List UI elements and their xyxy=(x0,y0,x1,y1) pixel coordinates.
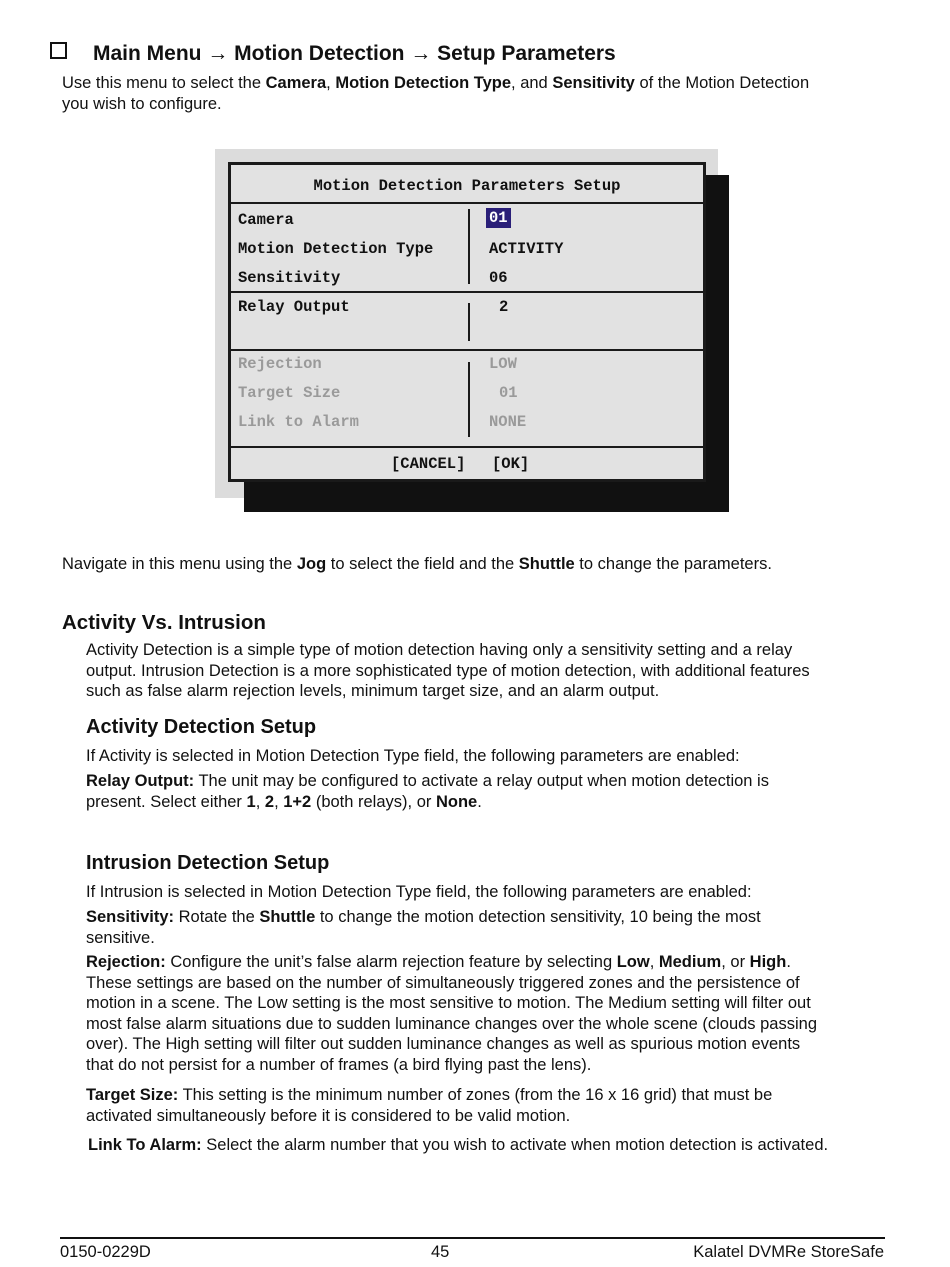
paragraph-text: , or xyxy=(721,953,750,971)
target-size-term: Target Size: xyxy=(86,1086,179,1104)
paragraph-line: activated simultaneously before it is considered to be valid motion. xyxy=(86,1106,571,1125)
motion-type-value[interactable]: ACTIVITY xyxy=(489,240,564,258)
dialog-title: Motion Detection Parameters Setup xyxy=(313,177,621,195)
paragraph-line: Activity Detection is a simple type of motion detection having only a sensitivity setting and a relay xyxy=(86,641,793,659)
navigate-bold-shuttle: Shuttle xyxy=(518,555,575,573)
target-size-label: Target Size xyxy=(238,384,341,402)
navigate-bold-jog: Jog xyxy=(296,555,327,573)
paragraph-text: Select the alarm number that you wish to activate when motion detection is activated. xyxy=(201,1136,829,1154)
camera-value[interactable]: 01 xyxy=(486,208,511,228)
activity-vs-intrusion-heading: Activity Vs. Intrusion xyxy=(62,611,266,634)
relay-output-term: Relay Output: xyxy=(86,772,195,790)
paragraph-text: , xyxy=(649,953,659,971)
paragraph-text: This setting is the minimum number of zones (from the 16 x 16 grid) that must be xyxy=(178,1086,773,1104)
intro-text: Use this menu to select the xyxy=(62,74,266,92)
option-2: 2 xyxy=(264,792,275,811)
bold-shuttle: Shuttle xyxy=(259,908,316,926)
sensitivity-label: Sensitivity xyxy=(238,269,341,287)
activity-vs-intrusion-paragraph xyxy=(86,640,810,702)
camera-label: Camera xyxy=(238,211,294,229)
paragraph-text: (both relays), or xyxy=(311,792,436,811)
relay-output-value[interactable]: 2 xyxy=(499,298,509,316)
option-1: 1 xyxy=(246,792,256,811)
motion-detection-dialog xyxy=(228,162,706,482)
paragraph-text: , xyxy=(255,792,265,811)
footer-doc-number: 0150-0229D xyxy=(60,1243,151,1261)
paragraph-line: such as false alarm rejection levels, minimum target size, and an alarm output. xyxy=(86,682,660,700)
footer-product: Kalatel DVMRe StoreSafe xyxy=(693,1243,884,1261)
link-to-alarm-paragraph xyxy=(88,1135,828,1156)
paragraph-text: present. Select either xyxy=(86,792,247,811)
paragraph-text: , xyxy=(274,792,284,811)
paragraph-line: motion in a scene. The Low setting is the most sensitive to motion. The Medium setting will filter out xyxy=(86,994,811,1012)
intro-bold-sensitivity: Sensitivity xyxy=(552,74,635,92)
link-to-alarm-label: Link to Alarm xyxy=(238,413,359,431)
motion-type-label: Motion Detection Type xyxy=(238,240,434,258)
column-divider xyxy=(468,303,470,341)
rejection-paragraph xyxy=(86,952,817,1075)
intro-bold-type: Motion Detection Type xyxy=(335,74,512,92)
column-divider xyxy=(468,362,470,437)
rejection-value: LOW xyxy=(489,355,517,373)
intrusion-setup-heading: Intrusion Detection Setup xyxy=(86,852,330,874)
relay-output-label: Relay Output xyxy=(238,298,350,316)
camera-field[interactable] xyxy=(486,209,511,227)
navigate-text: to change the parameters. xyxy=(574,555,772,573)
rejection-label: Rejection xyxy=(238,355,322,373)
navigate-text: to select the field and the xyxy=(326,555,519,573)
relay-output-paragraph xyxy=(86,771,769,812)
paragraph-line: most false alarm situations due to sudden luminance changes over the whole scene (clouds passing xyxy=(86,1014,818,1033)
navigate-text: Navigate in this menu using the xyxy=(62,555,297,573)
paragraph-text: Rotate the xyxy=(174,908,260,926)
paragraph-text: . xyxy=(477,792,482,811)
rejection-term: Rejection: xyxy=(86,953,166,971)
intro-text: , xyxy=(326,74,336,92)
paragraph-line: sensitive. xyxy=(86,928,155,947)
activity-setup-intro: If Activity is selected in Motion Detection Type field, the following parameters are enabled: xyxy=(86,747,740,765)
link-to-alarm-term: Link To Alarm: xyxy=(88,1136,202,1154)
ok-button[interactable]: [OK] xyxy=(492,455,530,473)
divider xyxy=(231,291,703,293)
sensitivity-value[interactable]: 06 xyxy=(489,269,508,287)
sensitivity-term: Sensitivity: xyxy=(86,908,175,926)
bold-low: Low xyxy=(616,953,650,971)
heading-text: Main Menu → Motion Detection → Setup Parameters xyxy=(93,42,616,65)
paragraph-line: over). The High setting will filter out sudden luminance changes as well as spurious motion events xyxy=(86,1035,801,1053)
intro-line-2: you wish to configure. xyxy=(62,94,222,113)
intro-text: of the Motion Detection xyxy=(634,74,810,92)
paragraph-text: Configure the unit’s false alarm rejection feature by selecting xyxy=(165,953,617,971)
bold-high: High xyxy=(749,953,787,971)
intro-bold-camera: Camera xyxy=(265,74,327,92)
intro-paragraph xyxy=(62,73,902,114)
link-to-alarm-value: NONE xyxy=(489,413,527,431)
footer-page-number: 45 xyxy=(431,1243,450,1261)
intrusion-setup-intro: If Intrusion is selected in Motion Detection Type field, the following parameters are enabled: xyxy=(86,883,752,901)
footer-rule xyxy=(60,1237,885,1239)
paragraph-text: to change the motion detection sensitivity, 10 being the most xyxy=(315,908,761,926)
paragraph-line: output. Intrusion Detection is a more sophisticated type of motion detection, with additional features xyxy=(86,661,810,680)
paragraph-line: that do not persist for a number of frames (a bird flying past the lens). xyxy=(86,1055,592,1074)
target-size-value: 01 xyxy=(499,384,518,402)
divider xyxy=(231,202,703,204)
bold-medium: Medium xyxy=(658,953,722,971)
divider xyxy=(231,446,703,448)
paragraph-text: . xyxy=(786,953,791,971)
target-size-paragraph xyxy=(86,1085,772,1126)
activity-setup-heading: Activity Detection Setup xyxy=(86,716,317,738)
checkbox-bullet-icon xyxy=(50,42,67,59)
option-none: None xyxy=(435,792,478,811)
paragraph-line: These settings are based on the number of simultaneously triggered zones and the persistence of xyxy=(86,973,800,992)
option-1-plus-2: 1+2 xyxy=(283,792,312,811)
paragraph-text: The unit may be configured to activate a relay output when motion detection is xyxy=(194,772,769,790)
sensitivity-paragraph xyxy=(86,907,761,948)
divider xyxy=(231,349,703,351)
cancel-button[interactable]: [CANCEL] xyxy=(391,455,466,473)
navigate-paragraph xyxy=(62,554,772,575)
intro-text: , and xyxy=(511,74,553,92)
column-divider xyxy=(468,209,470,284)
section-heading xyxy=(50,42,616,66)
